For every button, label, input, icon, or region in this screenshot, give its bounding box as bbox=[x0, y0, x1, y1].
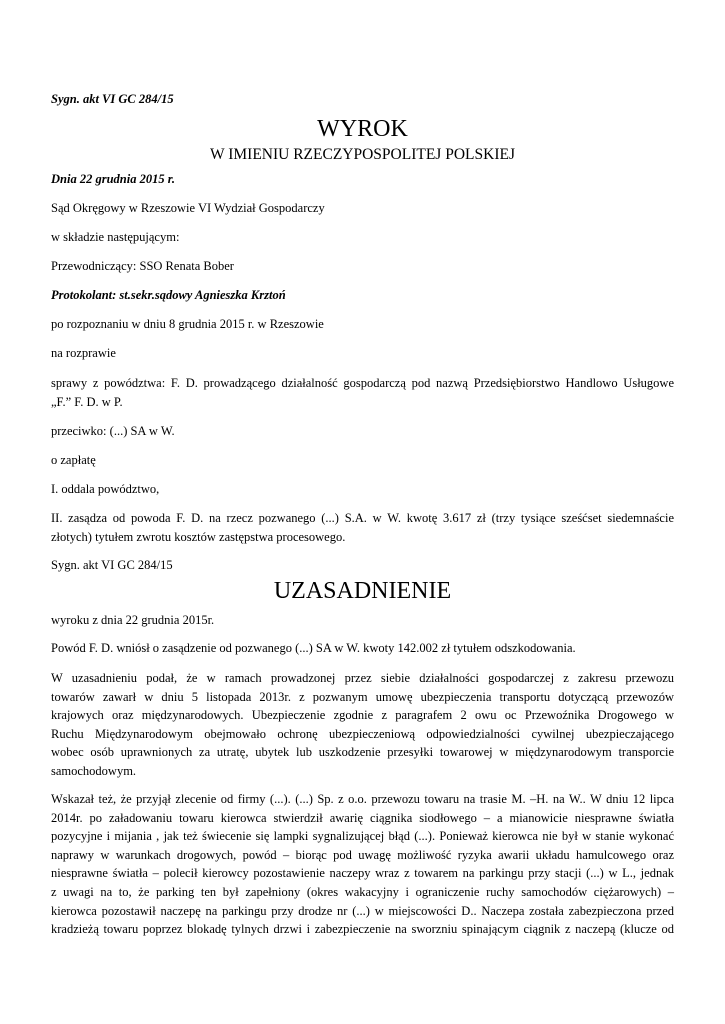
justification-title: UZASADNIENIE bbox=[273, 578, 452, 604]
claim-line: sprawy z powództwa: F. D. prowadzącego działalność gospodarczą pod nazwą Przedsiębiorstwo Handlowo Usługowe bbox=[51, 376, 674, 390]
justification-paragraph-2 bbox=[51, 669, 674, 781]
paragraph-line: towarów zawarł w dniu 5 listopada 2013r. z pozwanym umowę ubezpieczenia transportu dotyczącą przewozów bbox=[51, 689, 674, 704]
claim-line: „F.” F. D. w P. bbox=[51, 394, 123, 409]
paragraph-line: Wskazał też, że przyjął zlecenie od firmy (...). (...) Sp. z o.o. przewozu towaru na trasie M. –H. na W.. W dniu 12 lipca bbox=[51, 792, 674, 806]
paragraph-line: samochodowym. bbox=[51, 763, 137, 778]
verdict-date: Dnia 22 grudnia 2015 r. bbox=[51, 172, 175, 186]
paragraph-line: krajowych oraz międzynarodowych. Ubezpieczenie zgodnie z paragrafem 2 owu oc Przewoźnika Drogowego w bbox=[51, 708, 674, 723]
paragraph-line: z uwagi na to, że parking ten był zapełniony (okres wakacyjny i ograniczenie ruchy samochodów ciężarowych) – bbox=[51, 884, 674, 899]
paragraph-line: W uzasadnieniu podał, że w ramach prowadzonej przez siebie działalności gospodarczej z zakresu przewozu bbox=[51, 671, 674, 685]
verdict-subtitle: W IMIENIU RZECZYPOSPOLITEJ POLSKIEJ bbox=[210, 146, 515, 163]
justification-paragraph-1: Powód F. D. wniósł o zasądzenie od pozwanego (...) SA w W. kwoty 142.002 zł tytułem odszkodowania. bbox=[51, 641, 576, 655]
court-chair: Przewodniczący: SSO Renata Bober bbox=[51, 259, 234, 273]
defendant: przeciwko: (...) SA w W. bbox=[51, 424, 175, 438]
case-subject: o zapłatę bbox=[51, 453, 96, 467]
paragraph-line: Ruchu Międzynarodowym obejmowało ochronę ubezpieczeniową odpowiedzialności cywilnej ubezpieczającego bbox=[51, 726, 674, 741]
verdict-point-2 bbox=[51, 509, 674, 546]
court-composition: w składzie następującym: bbox=[51, 230, 180, 244]
paragraph-line: wobec osób uprawnionych za utratę, ubytek lub uszkodzenie przesyłki towarowej w międzynarodowym transporcie bbox=[51, 745, 674, 760]
paragraph-line: kierowca pozostawił naczepę na parkingu przy drodze nr (...) w miejscowości D.. Naczepa została zabezpieczona przed bbox=[51, 903, 674, 918]
paragraph-line: pozycyjne i mijania , jak też świecenie się lampki sygnalizującej błąd (...). Ponieważ kierowca nie był w stanie wykonać bbox=[51, 829, 674, 844]
paragraph-line: naprawy w warunkach drogowych, powód – biorąc pod uwagę możliwość ryzyka awarii układu hamulcowego oraz bbox=[51, 847, 674, 862]
verdict-point-2-line: II. zasądza od powoda F. D. na rzecz pozwanego (...) S.A. w W. kwotę 3.617 zł (trzy tysiące sześćset siedemnaście bbox=[51, 511, 674, 525]
court-clerk: Protokolant: st.sekr.sądowy Agnieszka Krztoń bbox=[51, 288, 286, 302]
court-name: Sąd Okręgowy w Rzeszowie VI Wydział Gospodarczy bbox=[51, 201, 325, 215]
paragraph-line: kradzieżą towaru poprzez blokadę tylnych drzwi i zabezpieczenie na sworzniu spinającym ciągnik z naczepą (klucze od bbox=[51, 922, 674, 937]
claim-paragraph bbox=[51, 374, 674, 411]
verdict-title: WYROK bbox=[317, 116, 408, 142]
justification-intro: wyroku z dnia 22 grudnia 2015r. bbox=[51, 613, 215, 627]
case-signature-top: Sygn. akt VI GC 284/15 bbox=[51, 92, 174, 106]
hearing-date: po rozpoznaniu w dniu 8 grudnia 2015 r. w Rzeszowie bbox=[51, 317, 324, 331]
hearing-type: na rozprawie bbox=[51, 346, 116, 360]
verdict-point-1: I. oddala powództwo, bbox=[51, 482, 160, 496]
justification-paragraph-3 bbox=[51, 790, 674, 939]
paragraph-line: 2014r. po załadowaniu towaru kierowca stwierdził awarię ciągnika siodłowego – a mianowicie niesprawne światła bbox=[51, 810, 674, 825]
case-signature-justification: Sygn. akt VI GC 284/15 bbox=[51, 558, 173, 572]
verdict-point-2-line: złotych) tytułem zwrotu kosztów zastępstwa procesowego. bbox=[51, 529, 346, 544]
paragraph-line: niesprawne światła – polecił kierowcy pozostawienie naczepy wraz z towarem na parkingu przy stacji (...) w L., jednak bbox=[51, 866, 674, 881]
